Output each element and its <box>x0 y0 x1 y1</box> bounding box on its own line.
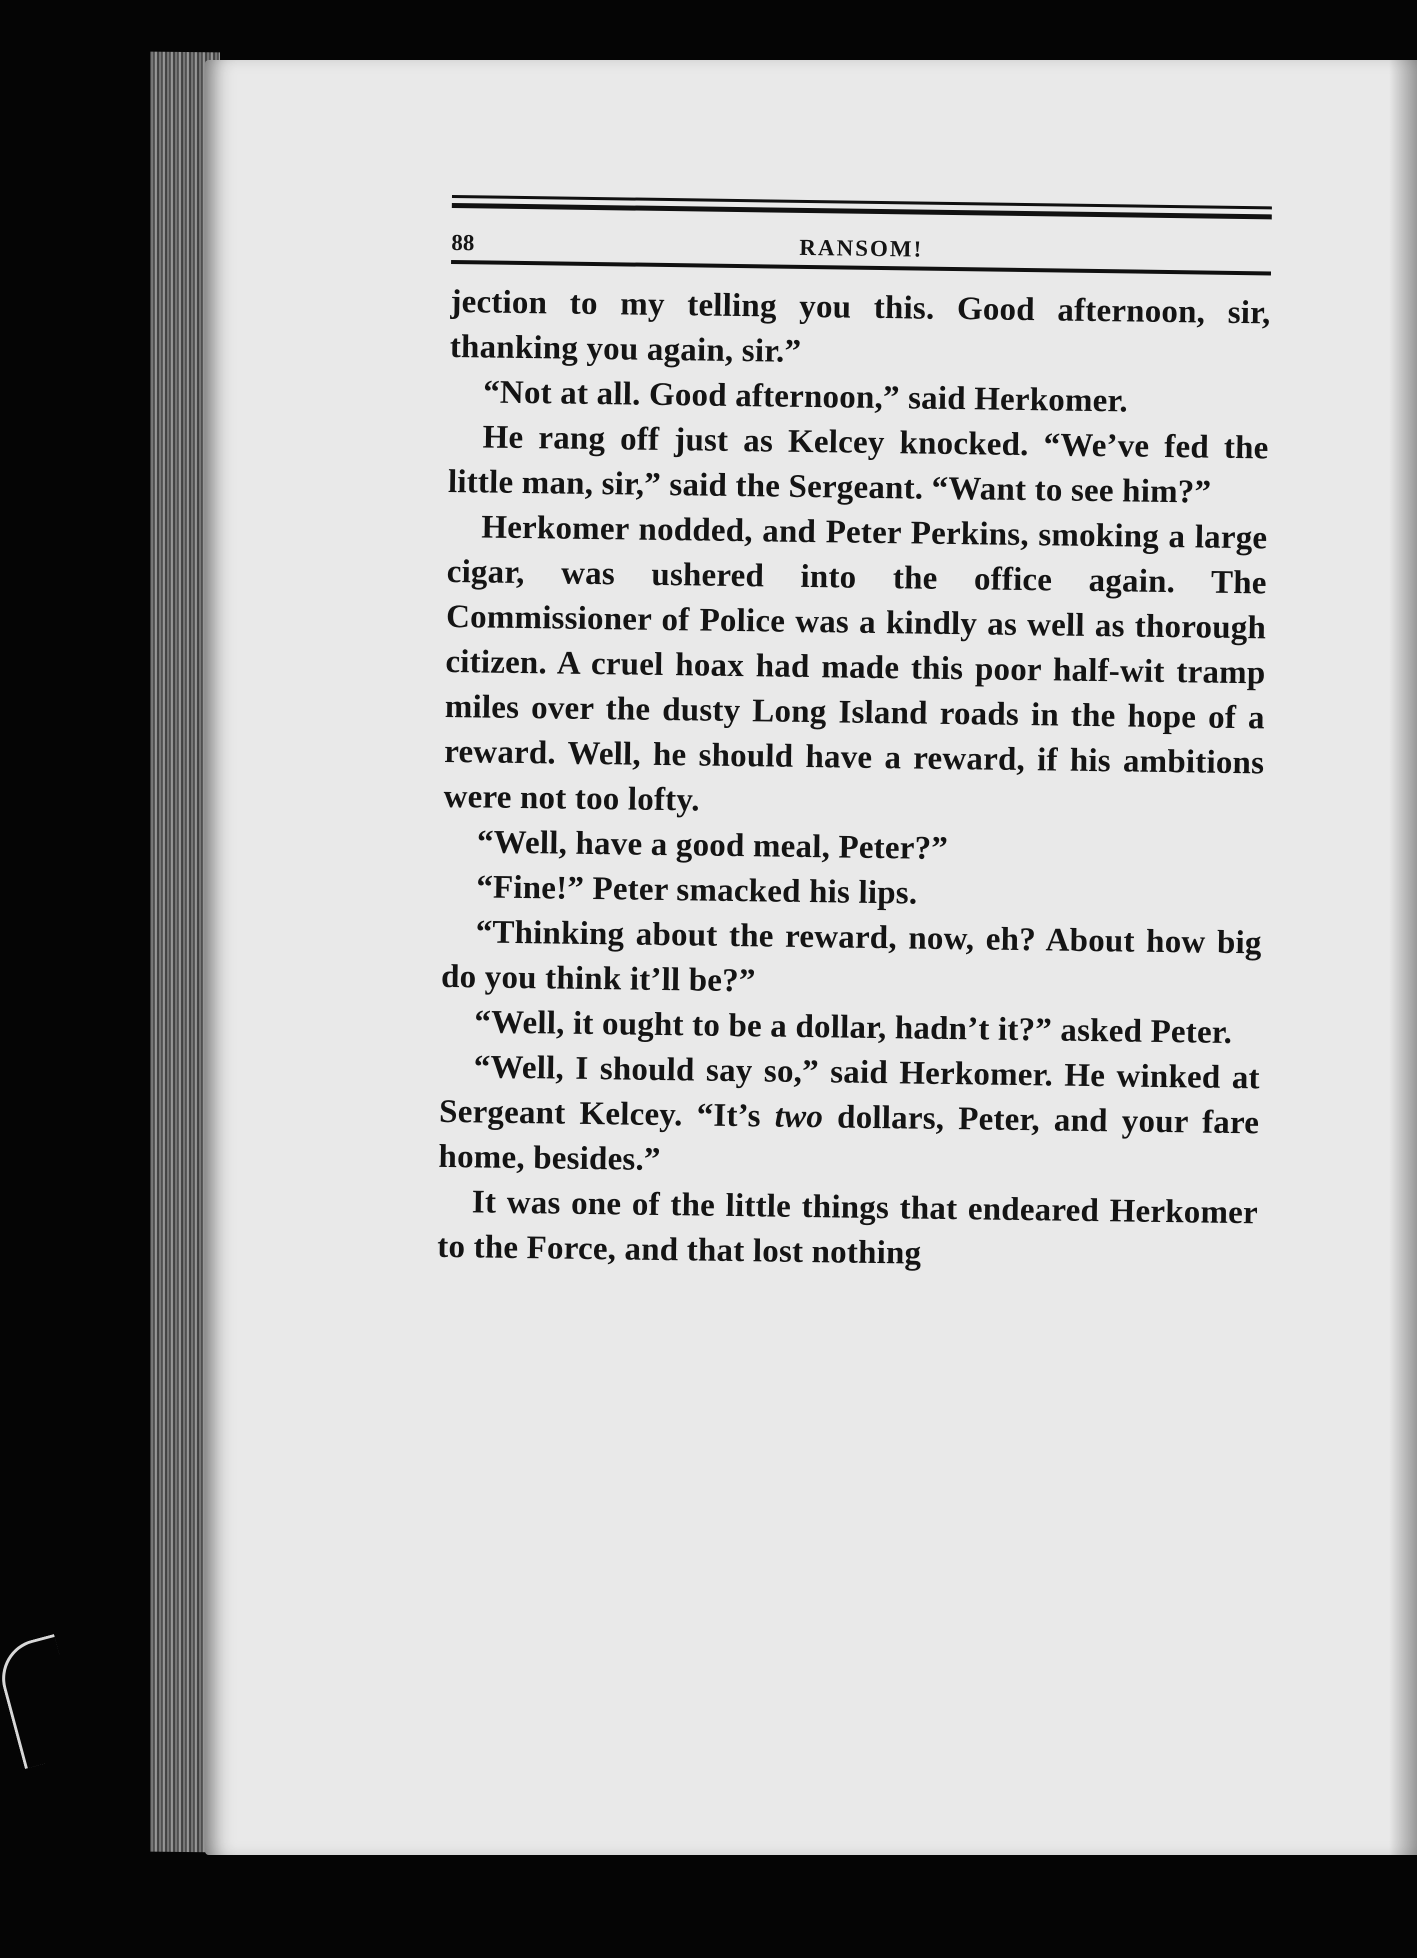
paragraph: “Well, it ought to be a dollar, hadn’t it?” asked Peter. <box>474 1004 1233 1051</box>
paragraph: “Not at all. Good afternoon,” said Herkomer. <box>482 374 1129 420</box>
paragraph: “Thinking about the reward, now, eh? About how big do you think it’ll be?” <box>440 914 1262 1000</box>
paragraph: It was one of the little things that endeared Herkomer to the Force, and that lost nothing <box>437 1184 1259 1272</box>
page-number: 88 <box>451 229 475 256</box>
text-block <box>437 195 1272 1281</box>
italic-word: two <box>774 1098 824 1136</box>
paragraph: He rang off just as Kelcey knocked. “We’ve fed the little man, sir,” said the Sergeant. “Want to see him?” <box>447 419 1269 511</box>
paragraph-with-italic <box>438 1045 1260 1191</box>
paragraph: Herkomer nodded, and Peter Perkins, smoking a large cigar, was ushered into the office again. The Commissioner of Police was a kindly as well as thorough citizen. A cruel hoax had made this poor half-wit tramp miles over the dusty Long Island roads in the hope of a reward. Well, he should have a reward, if his ambitions were not too lofty. <box>443 509 1268 819</box>
running-head-title: RANSOM! <box>799 234 924 262</box>
scan-artifact-mark <box>0 1634 86 1769</box>
body-text <box>437 280 1271 1281</box>
paragraph-text: dollars, Peter, and your fare home, besides.” <box>438 1099 1260 1179</box>
running-header <box>451 212 1272 267</box>
paragraph: jection to my telling you this. Good afternoon, sir, thanking you again, sir.” <box>449 283 1271 370</box>
paragraph: “Fine!” Peter smacked his lips. <box>476 869 918 912</box>
paragraph: “Well, have a good meal, Peter?” <box>476 824 949 867</box>
page-gutter-shadow <box>1389 60 1417 1855</box>
paragraph-text: “Well, I should say so,” said Herkomer. He winked at Sergeant Kelcey. “It’s <box>438 1049 1260 1135</box>
